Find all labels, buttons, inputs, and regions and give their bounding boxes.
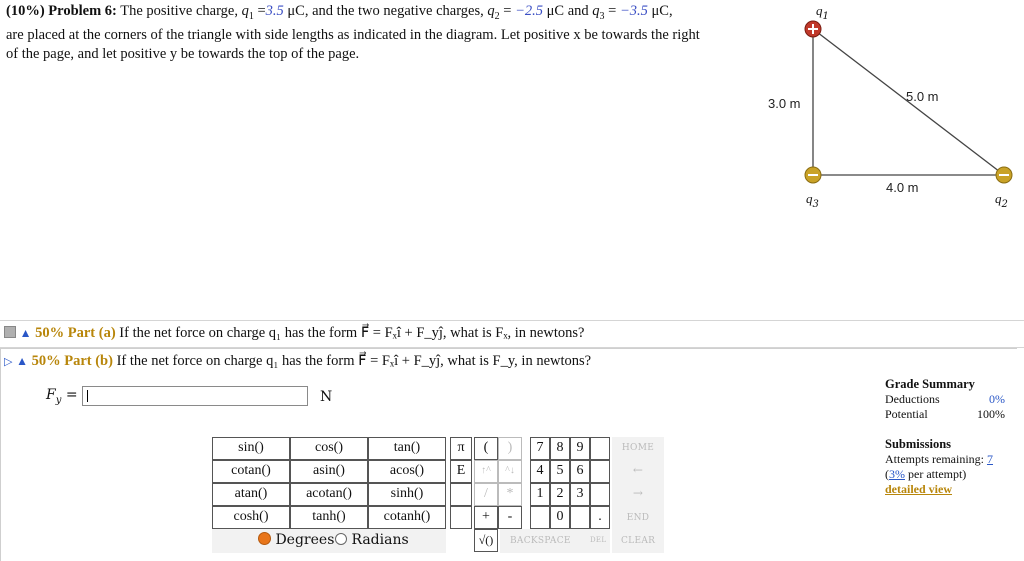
e-button[interactable]: E: [450, 460, 472, 483]
per-attempt: (3% per attempt): [885, 467, 967, 481]
q3-value: −3.5: [619, 3, 648, 19]
home-button[interactable]: HOME: [621, 443, 655, 453]
answer-input[interactable]: [82, 386, 308, 406]
digit-0-button[interactable]: 0: [550, 506, 570, 529]
detailed-view-link[interactable]: detailed view: [885, 482, 952, 496]
backspace-button[interactable]: BACKSPACE: [510, 536, 571, 546]
deductions-row: Deductions 0%: [885, 392, 1005, 406]
decimal-button[interactable]: .: [590, 506, 610, 529]
power-up-button[interactable]: ↑^: [474, 460, 498, 483]
tan-button[interactable]: tan(): [368, 437, 446, 460]
warning-icon: ▲: [19, 326, 32, 340]
digit-2-button[interactable]: 2: [550, 483, 570, 506]
sinh-button[interactable]: sinh(): [368, 483, 446, 506]
potential-row: Potential 100%: [885, 407, 1005, 421]
calculator: [212, 437, 672, 557]
sin-button[interactable]: sin(): [212, 437, 290, 460]
submissions-title: Submissions: [885, 437, 952, 451]
attempts-remaining: Attempts remaining: 7: [885, 452, 993, 466]
power-down-button[interactable]: ^↓: [498, 460, 522, 483]
charge-q3-icon: [805, 167, 821, 183]
radio-selected-icon: [258, 532, 271, 545]
label-q3: $q_3$: [806, 191, 819, 211]
radio-unselected-icon: [335, 533, 347, 545]
problem-line-2: are placed at the corners of the triangle with side lengths as indicated in the diagram. Let positive x be towards the right: [6, 26, 700, 43]
multiply-button[interactable]: *: [498, 483, 522, 506]
digit-7-button[interactable]: 7: [530, 437, 550, 460]
q1-value: 3.5: [265, 3, 284, 19]
problem-header: (10%) Problem 6:: [6, 3, 117, 19]
part-a-row[interactable]: ▲ 50% Part (a) If the net force on charge q₁ has the form F⃗ = Fₓî + F_yĵ, what is Fₓ, in newtons?: [4, 325, 1014, 351]
blank-key: [590, 437, 610, 460]
blank-key: [570, 506, 590, 529]
cotan-button[interactable]: cotan(): [212, 460, 290, 483]
label-side-hypotenuse: 5.0 m: [906, 89, 939, 104]
rparen-button[interactable]: ): [498, 437, 522, 460]
pi-button[interactable]: π: [450, 437, 472, 460]
warning-icon: ▲: [16, 354, 28, 368]
left-arrow-button[interactable]: ←: [632, 463, 644, 477]
blank-key: [590, 483, 610, 506]
empty-key: [450, 483, 472, 506]
label-side-vertical: 3.0 m: [768, 96, 801, 111]
cos-button[interactable]: cos(): [290, 437, 368, 460]
problem-statement: [6, 2, 766, 64]
plus-button[interactable]: +: [474, 506, 498, 529]
empty-key: [450, 506, 472, 529]
q2-value: −2.5: [515, 3, 543, 19]
tanh-button[interactable]: tanh(): [290, 506, 368, 529]
asin-button[interactable]: asin(): [290, 460, 368, 483]
divide-button[interactable]: /: [474, 483, 498, 506]
minus-button[interactable]: -: [498, 506, 522, 529]
text-cursor: [87, 390, 88, 402]
digit-4-button[interactable]: 4: [530, 460, 550, 483]
label-side-horizontal: 4.0 m: [886, 180, 919, 195]
end-button[interactable]: END: [626, 513, 650, 523]
charge-q1-icon: [805, 21, 821, 37]
part-b-row[interactable]: ▷ ▲ 50% Part (b) If the net force on charge q₁ has the form F⃗ = Fₓî + F_yĵ, what is F_y, in newtons?: [4, 353, 592, 369]
divider-top: [0, 320, 1024, 321]
digit-6-button[interactable]: 6: [570, 460, 590, 483]
problem-line-1: (10%) Problem 6: The positive charge, $q_1 =3.5$ μC, and the two negative charges, $q_2 = -2.5$ μC and $q_3 = -3.5$ μC,: [6, 3, 673, 22]
answer-unit: N: [320, 389, 333, 405]
degrees-radio[interactable]: Degrees: [258, 532, 334, 548]
radians-radio[interactable]: Radians: [335, 532, 409, 548]
digit-9-button[interactable]: 9: [570, 437, 590, 460]
clear-button[interactable]: CLEAR: [621, 536, 656, 546]
del-button[interactable]: DEL: [590, 536, 607, 544]
grade-summary: [885, 377, 1005, 497]
answer-label: $F_y$ =: [46, 387, 78, 406]
label-q1: $q_1$: [816, 3, 829, 23]
digit-8-button[interactable]: 8: [550, 437, 570, 460]
blank-key: [590, 460, 610, 483]
acos-button[interactable]: acos(): [368, 460, 446, 483]
digit-5-button[interactable]: 5: [550, 460, 570, 483]
cosh-button[interactable]: cosh(): [212, 506, 290, 529]
collapse-icon[interactable]: [4, 326, 16, 338]
grade-summary-title: Grade Summary: [885, 377, 975, 391]
label-q2: $q_2$: [995, 191, 1008, 211]
charge-q2-icon: [996, 167, 1012, 183]
problem-line-3: of the page, and let positive y be towards the top of the page.: [6, 45, 360, 62]
acotan-button[interactable]: acotan(): [290, 483, 368, 506]
cotanh-button[interactable]: cotanh(): [368, 506, 446, 529]
blank-key: [530, 506, 550, 529]
sqrt-button[interactable]: √(): [474, 529, 498, 552]
atan-button[interactable]: atan(): [212, 483, 290, 506]
digit-1-button[interactable]: 1: [530, 483, 550, 506]
lparen-button[interactable]: (: [474, 437, 498, 460]
play-icon[interactable]: ▷: [4, 356, 13, 368]
right-arrow-button[interactable]: →: [632, 486, 644, 500]
digit-3-button[interactable]: 3: [570, 483, 590, 506]
